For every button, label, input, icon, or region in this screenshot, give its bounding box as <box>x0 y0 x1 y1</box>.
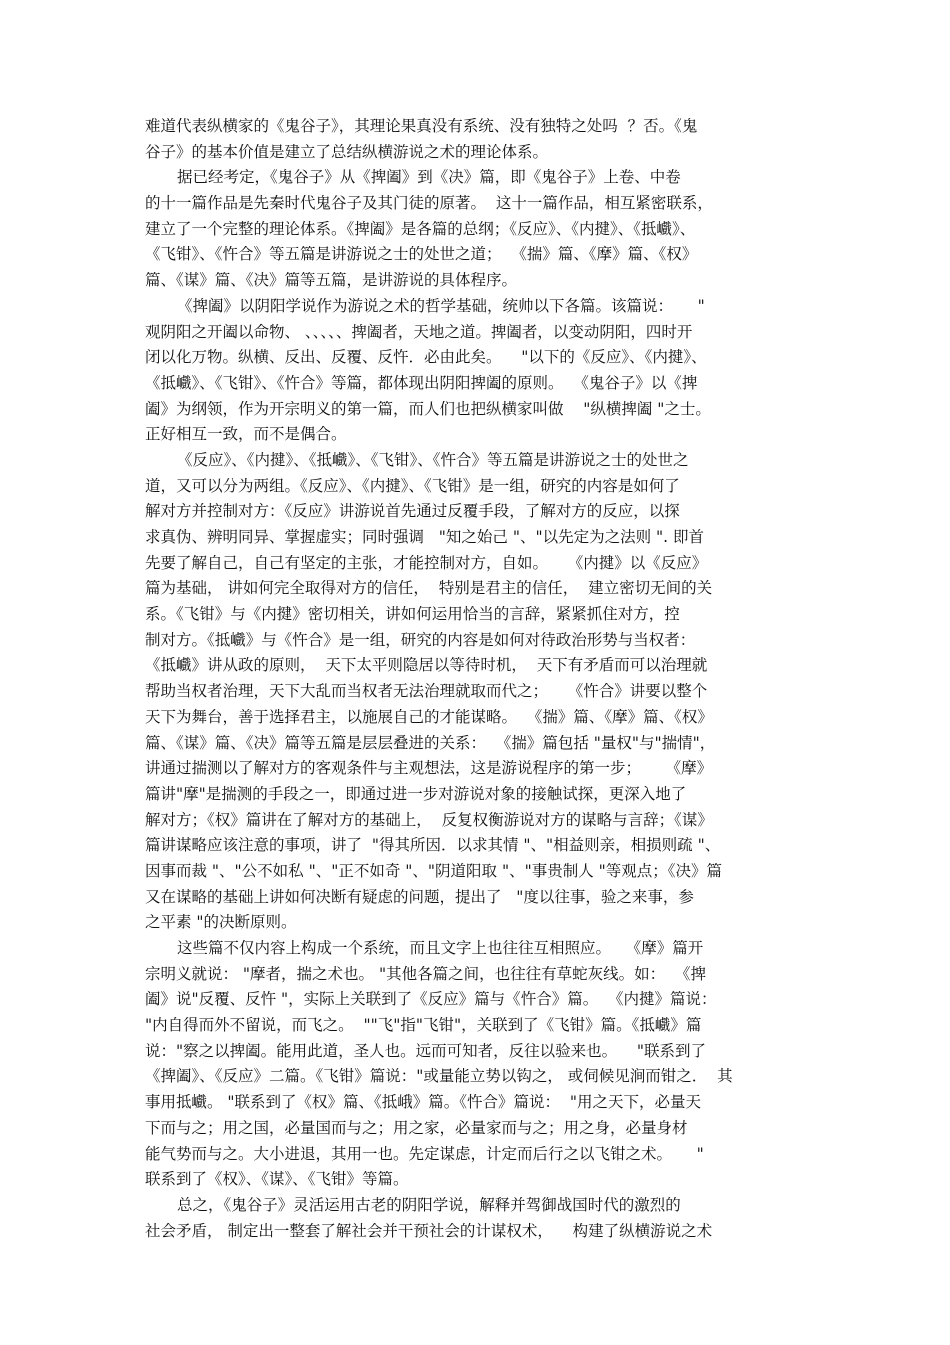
text-line: 解对方；《权》篇讲在了解对方的基础上， 反复权衡游说对方的谋略与言辞；《谋》 <box>145 810 713 829</box>
text-line: 讲通过揣测以了解对方的客观条件与主观想法，这是游说程序的第一步； 《摩》 <box>145 759 713 778</box>
text-line: 这些篇不仅内容上构成一个系统，而且文字上也往往互相照应。 《摩》篇开 <box>177 939 704 957</box>
text-line: 观阴阳之开阖以命物、 、、、、、捭阖者，天地之道。捭阖者，以变动阴阳，四时开 <box>145 322 693 341</box>
text-line: 事用抵巇。 "联系到了《权》篇、《抵峨》篇。《忤合》篇说： "用之天下，必量天 <box>145 1093 702 1112</box>
text-line: 据已经考定，《鬼谷子》从《捭阖》到《决》篇，即《鬼谷子》上卷、中卷 <box>177 168 681 187</box>
text-line: 帮助当权者治理，天下大乱而当权者无法治理就取而代之； 《忤合》讲要以整个 <box>145 682 708 701</box>
text-line: 篇、《谋》篇、《决》篇等五篇，是讲游说的具体程序。 <box>145 271 518 290</box>
text-line: 总之，《鬼谷子》灵活运用古老的阴阳学说，解释并驾御战国时代的激烈的 <box>177 1195 681 1214</box>
text-line: 下而与之；用之国，必量国而与之；用之家，必量家而与之；用之身，必量身材 <box>145 1118 688 1137</box>
text-line: 社会矛盾， 制定出一整套了解社会并干预社会的计谋权术， 构建了纵横游说之术 <box>145 1221 713 1240</box>
text-line: 阖》为纲领，作为开宗明义的第一篇，而人们也把纵横家叫做 "纵横捭阖 "之士。 <box>145 399 711 418</box>
text-line: 系。《飞钳》与《内揵》密切相关，讲如何运用恰当的言辞，紧紧抓住对方，控 <box>145 605 680 624</box>
text-line: 解对方并控制对方：《反应》讲游说首先通过反覆手段，了解对方的反应，以探 <box>145 502 680 521</box>
text-line: 篇讲"摩"是揣测的手段之一，即通过进一步对游说对象的接触试探，更深入地了 <box>145 784 687 803</box>
text-line: 难道代表纵横家的《鬼谷子》，其理论果真没有系统、没有独特之处吗 ？否。《鬼 <box>145 117 698 135</box>
text-line: 道，又可以分为两组。《反应》、《内揵》、《飞钳》是一组，研究的内容是如何了 <box>145 476 680 495</box>
text-line: 《捭阖》、《反应》二篇。《飞钳》篇说："或量能立势以钩之， 或伺候见涧而钳之． 其 <box>145 1067 733 1086</box>
text-line: 又在谋略的基础上讲如何决断有疑虑的问题，提出了 "度以往事，验之来事，参 <box>145 887 694 906</box>
text-line: 《抵巇》、《飞钳》、《忤合》等篇，都体现出阴阳捭阖的原则。 《鬼谷子》以《捭 <box>145 373 698 392</box>
text-line: 天下为舞台，善于选择君主，以施展自己的才能谋略。 《揣》篇、《摩》篇、《权》 <box>145 707 713 726</box>
text-line: 因事而裁 "、"公不如私 "、"正不如奇 "、"阴道阳取 "、"事贵制人 "等观点；《决》篇 <box>145 861 723 880</box>
text-line: 先要了解自己，自己有坚定的主张，才能控制对方，自如。 《内揵》以《反应》 <box>145 553 708 572</box>
text-line: 阖》说"反覆、反忤 "，实际上关联到了《反应》篇与《忤合》篇。 《内揵》篇说： <box>145 990 717 1009</box>
text-line: 建立了一个完整的理论体系。《捭阖》是各篇的总纲；《反应》、《内揵》、《抵巇》、 <box>145 219 696 238</box>
text-line: 篇讲谋略应该注意的事项，讲了 "得其所因．以求其情 "、"相益则亲，相损则疏 "、 <box>145 836 721 855</box>
text-line: 《抵巇》讲从政的原则， 天下太平则隐居以等待时机， 天下有矛盾而可以治理就 <box>145 656 708 675</box>
text-line: 篇、《谋》篇、《决》篇等五篇是层层叠进的关系： 《揣》篇包括 "量权"与"揣情"， <box>145 733 716 752</box>
text-line: 《捭阖》以阴阳学说作为游说之术的哲学基础，统帅以下各篇。该篇说： " <box>177 296 705 315</box>
text-line: 正好相互一致，而不是偶合。 <box>145 425 347 444</box>
text-line: 《飞钳》、《忤合》等五篇是讲游说之士的处世之道； 《揣》篇、《摩》篇、《权》 <box>145 245 698 264</box>
document-body <box>145 114 810 1244</box>
text-line: 篇为基础， 讲如何完全取得对方的信任， 特别是君主的信任， 建立密切无间的关 <box>145 579 713 598</box>
text-line: 闭以化万物。纵横、反出、反覆、反忤．必由此矣。 "以下的《反应》、《内揵》、 <box>145 348 707 367</box>
text-line: 宗明义就说： "摩者，揣之术也。 "其他各篇之间，也往往有草蛇灰线。如： 《捭 <box>145 964 706 983</box>
text-line: 制对方。《抵巇》与《忤合》是一组，研究的内容是如何对待政治形势与当权者： <box>145 630 696 649</box>
text-line: 《反应》、《内揵》、《抵巇》、《飞钳》、《忤合》等五篇是讲游说之士的处世之 <box>177 450 689 469</box>
text-line: 谷子》的基本价值是建立了总结纵横游说之术的理论体系。 <box>145 142 549 161</box>
text-line: 联系到了《权》、《谋》、《飞钳》等篇。 <box>145 1170 409 1189</box>
text-line: "内自得而外不留说，而飞之。 ""飞"指"飞钳"，关联到了《飞钳》篇。《抵巇》篇 <box>145 1016 702 1035</box>
text-line: 求真伪、辨明同异、掌握虚实；同时强调 "知之始己 "、"以先定为之法则 ". 即首 <box>145 528 705 546</box>
text-line: 的十一篇作品是先秦时代鬼谷子及其门徒的原著。 这十一篇作品，相互紧密联系， <box>145 194 713 213</box>
text-line: 之平素 "的决断原则。 <box>145 913 297 932</box>
text-line: 说："察之以捭阖。能用此道，圣人也。远而可知者，反往以验来也。 "联系到了 <box>145 1041 706 1060</box>
text-line: 能气势而与之。大小进退，其用一也。先定谋虑，计定而后行之以飞钳之术。 " <box>145 1144 704 1163</box>
